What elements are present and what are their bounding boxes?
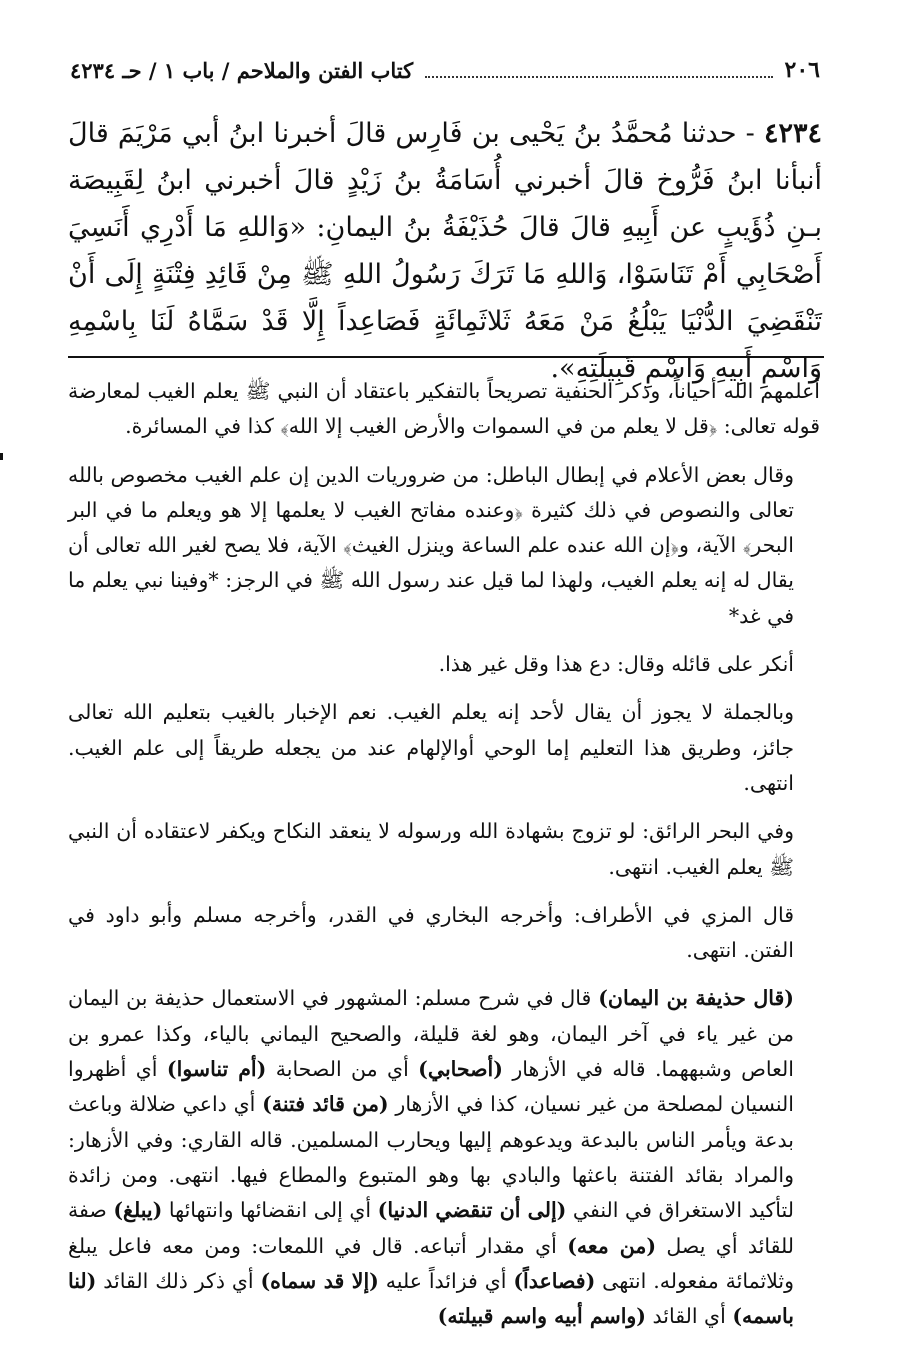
commentary-paragraph: وقال بعض الأعلام في إبطال الباطل: من ضروريات الدين إن علم الغيب مخصوص بالله تعالى والنصوص في ذلك كثيرة ﴿وعنده مفاتح الغيب لا يعلمها إلا هو ويعلم ما في البر البحر﴾ الآية، و﴿إن الله عنده علم الساعة وينزل الغيث﴾ الآية، فلا يصح لغير الله تعالى أن يقال له إنه يعلم الغيب، ولهذا لما قيل عند رسول الله ﷺ في الرجز: *وفينا نبي يعلم ما في غد* xyxy=(68,462,794,628)
term: (أم تناسوا) xyxy=(166,1057,267,1082)
hadith-number: ٤٢٣٤ xyxy=(763,118,822,149)
leader-dots xyxy=(425,62,772,78)
running-header xyxy=(70,52,820,88)
commentary-text: أي إلى انقضائها وانتهائها xyxy=(162,1198,378,1223)
hadith-text xyxy=(68,110,822,392)
term: (من معه) xyxy=(567,1233,657,1258)
commentary-text: أي فزائداً عليه xyxy=(378,1268,514,1293)
commentary-text: أي القائد xyxy=(646,1304,733,1329)
commentary-paragraph: وبالجملة لا يجوز أن يقال لأحد إنه يعلم الغيب. نعم الإخبار بالغيب بتعليم الله تعالى جائز، وطريق هذا التعليم إما الوحي أوالإلهام عند من يجعله طريقاً إلى علم الغيب. انتهى. xyxy=(68,700,794,795)
commentary-text: أي مقدار أتباعه. قال في اللمعات: ومن معه فاعل يبلغ وثلاثمائة مفعوله. انتهى xyxy=(68,1233,795,1293)
commentary-paragraph: أنكر على قائله وقال: دع هذا وقل غير هذا. xyxy=(438,652,794,677)
term: (قال حذيفة بن اليمان) xyxy=(598,986,794,1011)
commentary xyxy=(68,374,820,1347)
commentary-text: صفة للقائد أي يصل xyxy=(68,1198,794,1258)
commentary-text: أي ذكر ذلك القائد xyxy=(96,1268,261,1293)
term: (من قائد فتنة) xyxy=(262,1092,389,1117)
commentary-text: أي داعي ضلالة وباعث بدعة ويأمر الناس بالبدعة ويدعوهم إليها ويحارب المسلمين. قاله القاري: وفي الأزهار: والمراد بقائد الفتنة باعثها والبادي بها وهو المتبوع والمطاع فيها. انتهى. ومن زائدة لتأكيد الاستغراق في النفي xyxy=(68,1092,794,1223)
commentary-text: أي أظهروا النسيان لمصلحة من غير نسيان، كذا في الأزهار xyxy=(68,1057,794,1117)
commentary-paragraph: وفي البحر الرائق: لو تزوج بشهادة الله ورسوله لا ينعقد النكاح ويكفر لاعتقاده أن النبي ﷺ يعلم الغيب. انتهى. xyxy=(68,819,794,879)
scan-edge-mark xyxy=(0,453,3,460)
term: (واسم أبيه واسم قبيلته) xyxy=(437,1304,646,1329)
term: (إلا قد سماه) xyxy=(260,1268,379,1293)
term: (أصحابي) xyxy=(418,1057,503,1082)
footnote-separator xyxy=(68,356,824,358)
term: (يبلغ) xyxy=(113,1198,163,1223)
commentary-paragraph: قال المزي في الأطراف: وأخرجه البخاري في القدر، وأخرجه مسلم وأبو داود في الفتن. انتهى. xyxy=(68,902,794,963)
term: (إلى أن تنقضي الدنيا) xyxy=(377,1198,567,1223)
term: (لنا باسمه) xyxy=(68,1268,794,1329)
hadith-body: - حدثنا مُحمَّدُ بنُ يَحْيى بن فَارِس قالَ أخبرنا ابنُ أبي مَرْيَمَ قالَ أنبأنا ابنُ فَرُّوخ قالَ أخبرني أُسَامَةُ بنُ زَيْدٍ قالَ أخبرني ابنُ لِقَبِيصَة بـنِ ذُؤَيبٍ عن أَبِيهِ قالَ قالَ حُذَيْفَةُ بنُ اليمانِ: «وَاللهِ مَا أَدْرِي أَنَسِيَ أَصْحَابِي أَمْ تَنَاسَوْا، وَاللهِ مَا تَرَكَ رَسُولُ اللهِ ﷺ مِنْ قَائِدِ فِتْنَةٍ إِلَى أَنْ تَنْقَضِيَ الدُّنْيَا يَبْلُغُ مَنْ مَعَهُ ثَلاثَمِائَةٍ فَصَاعِداً إِلَّا قَدْ سَمَّاهُ لَنَا بِاسْمِهِ وَاسْمِ أَبِيهِ وَاسْمِ قَبِيلَتِهِ». xyxy=(68,118,822,384)
commentary-text: أي من الصحابة xyxy=(266,1057,419,1082)
header-title: كتاب الفتن والملاحم / باب ١ / حـ ٤٢٣٤ xyxy=(70,57,414,83)
commentary-paragraph: أعلمهم الله أحياناً، وذكر الحنفية تصريحاً بالتفكير باعتقاد أن النبي ﷺ يعلم الغيب لمعارضة قوله تعالى: ﴿قل لا يعلم من في السموات والأرض الغيب إلا الله﴾ كذا في المسائرة. xyxy=(68,379,820,439)
commentary-text: قال في شرح مسلم: المشهور في الاستعمال حذيفة بن اليمان من غير ياء في آخر اليمان، وهو لغة قليلة، والصحيح اليماني بالياء، وكذا عمرو بن العاص وشبههما. قاله في الأزهار xyxy=(68,986,794,1082)
commentary-paragraph xyxy=(68,981,820,1334)
page-number: ٢٠٦ xyxy=(784,57,820,83)
term: (فصاعداً) xyxy=(513,1268,596,1293)
